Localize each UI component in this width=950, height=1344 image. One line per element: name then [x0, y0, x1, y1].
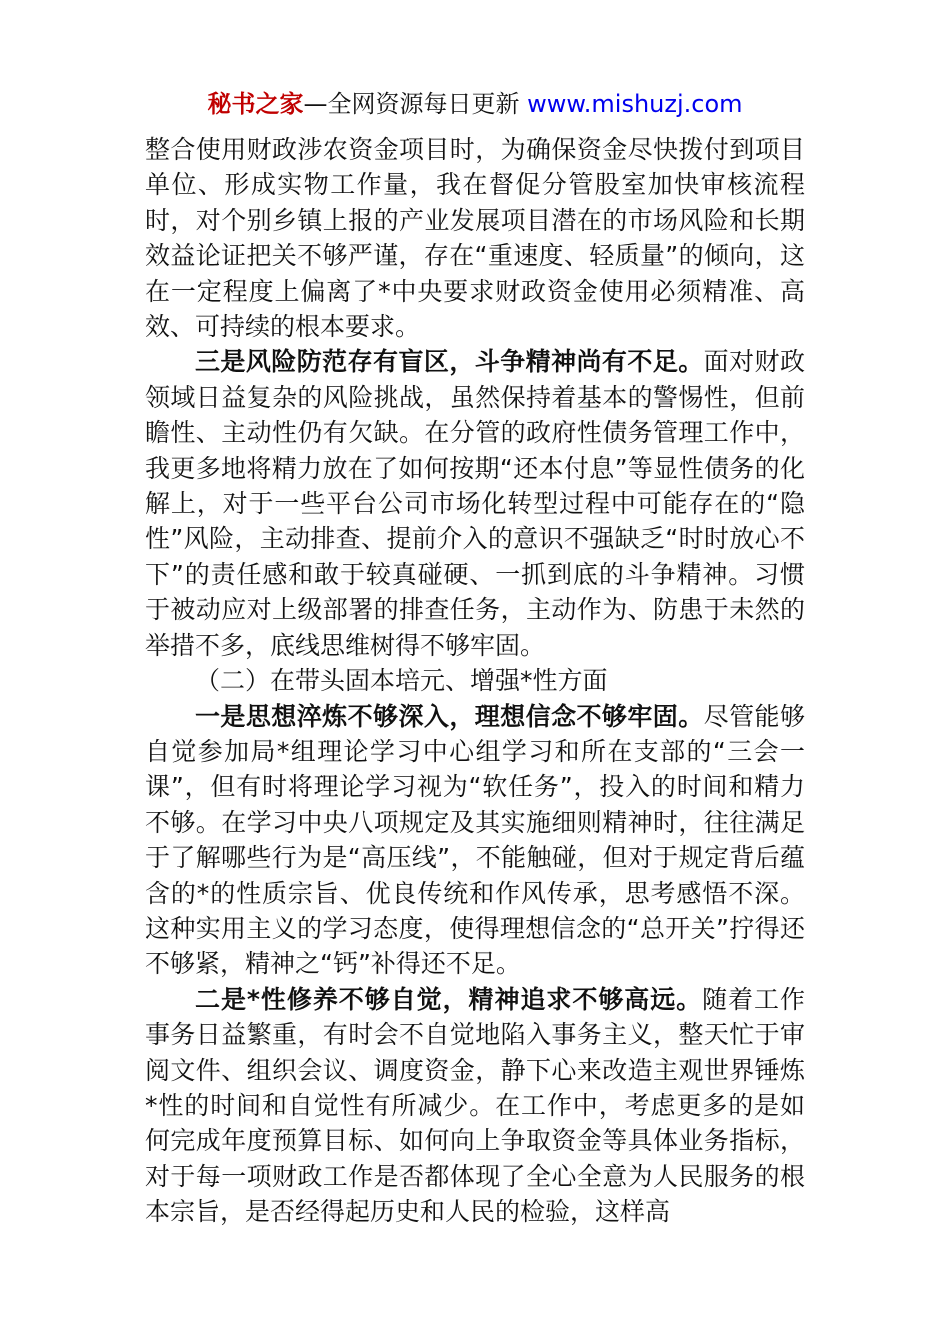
site-url-link[interactable]: www.mishuzj.com: [527, 90, 743, 118]
paragraph-self-cultivation: [145, 982, 805, 1230]
paragraph-lead: 二是*性修养不够自觉，精神追求不够高远。: [195, 984, 703, 1014]
paragraph-lead: 三是风险防范存有盲区，斗争精神尚有不足。: [195, 347, 704, 377]
paragraph-lead: 一是思想淬炼不够深入，理想信念不够牢固。: [195, 701, 704, 731]
document-body: [145, 132, 805, 1230]
site-tagline: —全网资源每日更新: [303, 90, 528, 118]
paragraph-text: 整合使用财政涉农资金项目时，为确保资金尽快拨付到项目单位、形成实物工作量，我在督促分管股室加快审核流程时，对个别乡镇上报的产业发展项目潜在的市场风险和长期效益论证把关不够严谨，存在“重速度、轻质量”的倾向，这在一定程度上偏离了*中央要求财政资金使用必须精准、高效、可持续的根本要求。: [145, 135, 805, 342]
site-brand: 秘书之家: [207, 90, 304, 118]
paragraph-ideological-tempering: [145, 699, 805, 982]
paragraph-text: 面对财政领域日益复杂的风险挑战，虽然保持着基本的警惕性，但前瞻性、主动性仍有欠缺。在分管的政府性债务管理工作中，我更多地将精力放在了如何按期“还本付息”等显性债务的化解上，对于一些平台公司市场化转型过程中可能存在的“隐性”风险，主动排查、提前介入的意识不强缺乏“时时放心不下”的责任感和敢于较真碰硬、一抓到底的斗争精神。习惯于被动应对上级部署的排查任务，主动作为、防患于未然的举措不多，底线思维树得不够牢固。: [145, 347, 805, 660]
section-heading: [145, 663, 805, 698]
paragraph-text: 尽管能够自觉参加局*组理论学习中心组学习和所在支部的“三会一课”，但有时将理论学习视为“软任务”，投入的时间和精力不够。在学习中央八项规定及其实施细则精神时，往往满足于了解哪些行为是“高压线”，不能触碰，但对于规定背后蕴含的*的性质宗旨、优良传统和作风传承，思考感悟不深。这种实用主义的学习态度，使得理想信念的“总开关”拧得还不够紧，精神之“钙”补得还不足。: [145, 701, 805, 979]
site-header: [0, 86, 950, 122]
section-heading-text: （二）在带头固本培元、增强*性方面: [195, 666, 608, 696]
paragraph-text: 随着工作事务日益繁重，有时会不自觉地陷入事务主义，整天忙于审阅文件、组织会议、调度资金，静下心来改造主观世界锤炼*性的时间和自觉性有所减少。在工作中，考虑更多的是如何完成年度预算目标、如何向上争取资金等具体业务指标，对于每一项财政工作是否都体现了全心全意为人民服务的根本宗旨，是否经得起历史和人民的检验，这样高: [145, 984, 805, 1227]
paragraph-risk-prevention: [145, 344, 805, 663]
paragraph-continued: [145, 132, 805, 344]
